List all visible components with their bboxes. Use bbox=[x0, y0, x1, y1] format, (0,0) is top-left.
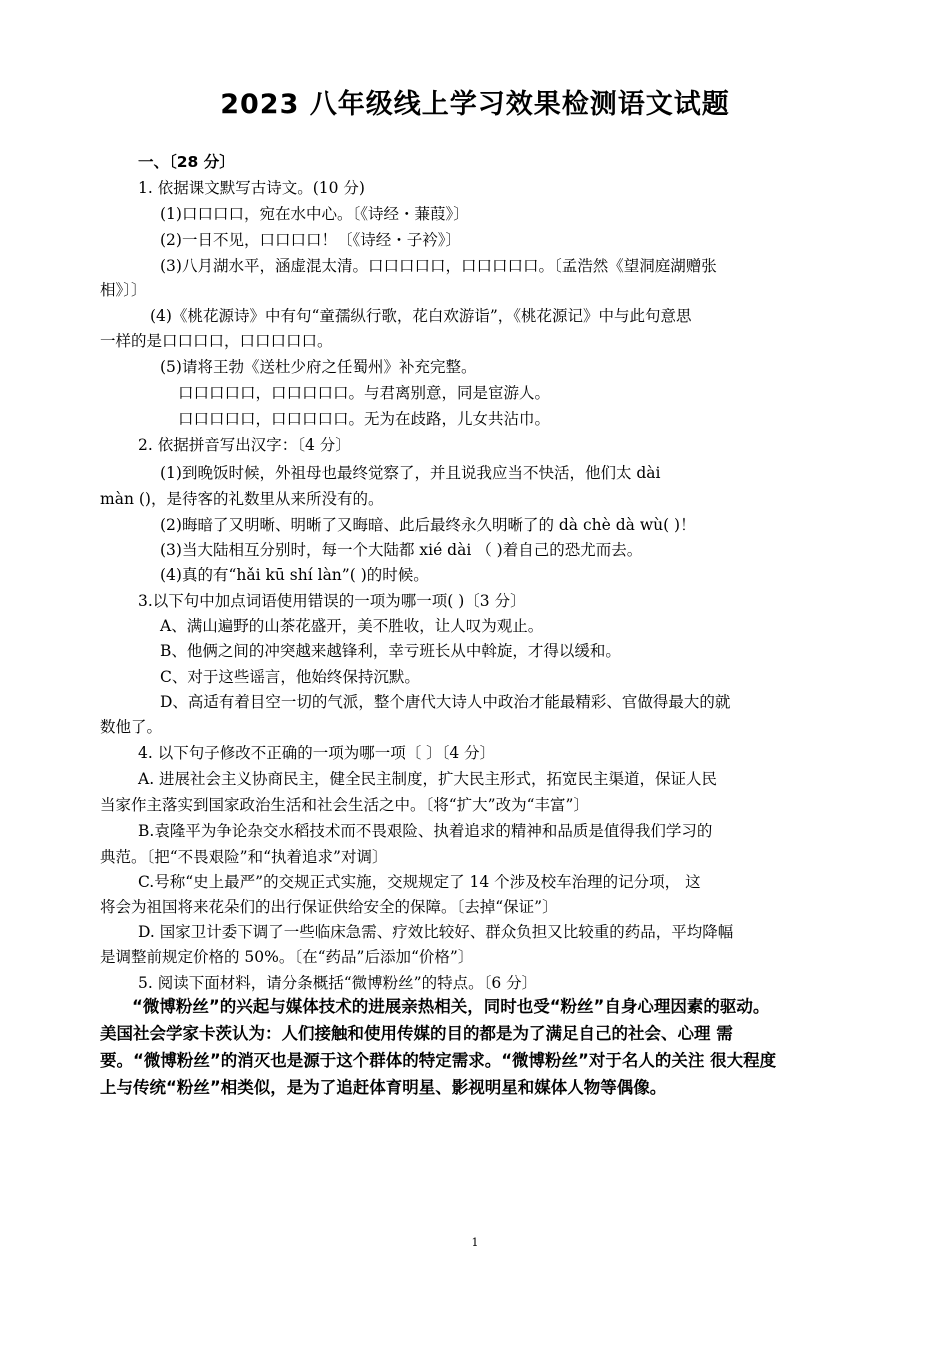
q5-stem: 5. 阅读下面材料，请分条概括“微博粉丝”的特点。〔6 分〕 bbox=[138, 974, 538, 992]
q5-passage-line-1: “微博粉丝”的兴起与媒体技术的进展亲热相关，同时也受“粉丝”自身心理因素的驱动。 bbox=[132, 997, 770, 1016]
q4-option-c1: C.号称“史上最严”的交规正式实施，交规规定了 14 个涉及校车治理的记分项， 这 bbox=[138, 873, 701, 891]
q1-line-5b: 口口口口口，口口口口口。无为在歧路，儿女共沾巾。 bbox=[178, 410, 551, 428]
q3-option-b: B、他俩之间的冲突越来越锋利，幸亏班长从中斡旋，才得以缓和。 bbox=[160, 642, 621, 660]
q2-line-1a: (1)到晚饭时候，外祖母也最终觉察了，并且说我应当不快活，他们太 dài bbox=[160, 464, 661, 482]
q3-option-d1: D、高适有着目空一切的气派，整个唐代大诗人中政治才能最精彩、官做得最大的就 bbox=[160, 693, 731, 711]
q2-line-2: (2)晦暗了又明晰、明晰了又晦暗、此后最终永久明晰了的 dà chè dà wù( )！ bbox=[160, 516, 696, 534]
q1-line-5: (5)请将王勃《送杜少府之任蜀州》补充完整。 bbox=[160, 358, 477, 376]
q3-option-a: A、满山遍野的山茶花盛开，美不胜收，让人叹为观止。 bbox=[160, 617, 544, 635]
q1-line-5a: 口口口口口，口口口口口。与君离别意，同是宦游人。 bbox=[178, 384, 551, 402]
q1-line-3a: (3)八月湖水平，涵虚混太清。口口口口口，口口口口口。〔孟浩然《望洞庭湖赠张 bbox=[160, 257, 717, 275]
q4-option-d1: D. 国家卫计委下调了一些临床急需、疗效比较好、群众负担又比较重的药品，平均降幅 bbox=[138, 923, 734, 941]
section-heading: 一、〔28 分〕 bbox=[138, 153, 235, 171]
q4-option-b1: B.袁隆平为争论杂交水稻技术而不畏艰险、执着追求的精神和品质是值得我们学习的 bbox=[138, 822, 713, 840]
q5-passage-line-3: 要。“微博粉丝”的消灭也是源于这个群体的特定需求。“微博粉丝”对于名人的关注 很大程度 bbox=[100, 1051, 777, 1070]
q1-line-4a: (4)《桃花源诗》中有句“童孺纵行歌，花白欢游诣”，《桃花源记》中与此句意思 bbox=[150, 307, 692, 325]
q2-line-1b: màn ()，是待客的礼数里从来所没有的。 bbox=[100, 490, 384, 508]
q1-line-3b: 相》〕〕 bbox=[100, 281, 147, 299]
q5-passage-line-2: 美国社会学家卡茨认为：人们接触和使用传媒的目的都是为了满足自己的社会、心理 需 bbox=[100, 1024, 733, 1043]
exam-title: 2023 八年级线上学习效果检测语文试题 bbox=[220, 89, 730, 120]
q4-option-a2: 当家作主落实到国家政治生活和社会生活之中。〔将“扩大”改为“丰富”〕 bbox=[100, 796, 589, 814]
q2-line-3: (3)当大陆相互分别时，每一个大陆都 xié dài （ )着自己的恐尤而去。 bbox=[160, 541, 643, 559]
q3-option-c: C、对于这些谣言，他始终保持沉默。 bbox=[160, 668, 420, 686]
q2-line-4: (4)真的有“hǎi kū shí làn”( )的时候。 bbox=[160, 566, 429, 584]
page-number: 1 bbox=[471, 1236, 479, 1249]
q1-line-2: (2)一日不见，口口口口！〔《诗经・子衿》〕 bbox=[160, 231, 461, 249]
q4-option-d2: 是调整前规定价格的 50%。〔在“药品”后添加“价格”〕 bbox=[100, 948, 474, 966]
q4-option-c2: 将会为祖国将来花朵们的出行保证供给安全的保障。〔去掉“保证”〕 bbox=[100, 898, 558, 916]
q2-stem: 2. 依据拼音写出汉字：〔4 分〕 bbox=[138, 436, 351, 454]
q4-option-b2: 典范。〔把“不畏艰险”和“执着追求”对调〕 bbox=[100, 848, 388, 866]
q4-option-a1: A. 进展社会主义协商民主，健全民主制度，扩大民主形式，拓宽民主渠道，保证人民 bbox=[138, 770, 718, 788]
q1-stem: 1. 依据课文默写古诗文。(10 分) bbox=[138, 179, 365, 197]
q1-line-1: (1)口口口口，宛在水中心。〔《诗经・蒹葭》〕 bbox=[160, 205, 469, 223]
q4-stem: 4. 以下句子修改不正确的一项为哪一项〔 〕〔4 分〕 bbox=[138, 744, 496, 762]
q5-passage-line-4: 上与传统“粉丝”相类似，是为了追赶体育明星、影视明星和媒体人物等偶像。 bbox=[100, 1078, 667, 1097]
q1-line-4b: 一样的是口口口口，口口口口口。 bbox=[100, 332, 333, 350]
q3-stem: 3.以下句中加点词语使用错误的一项为哪一项( )〔3 分〕 bbox=[138, 592, 526, 610]
q3-option-d2: 数他了。 bbox=[100, 718, 163, 736]
